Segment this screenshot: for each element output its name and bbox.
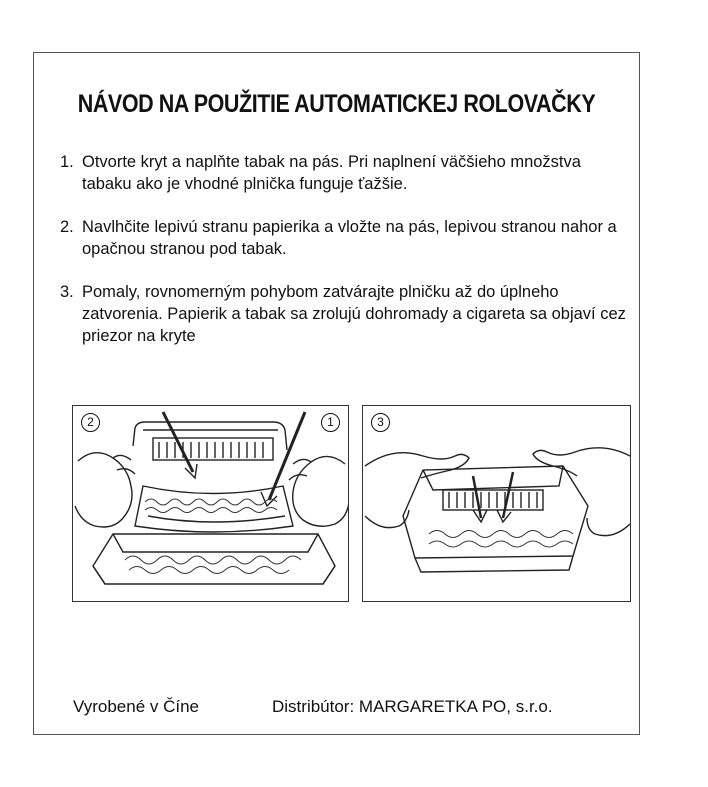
roller-closing-illustration: [363, 406, 631, 602]
step-marker-3: 3: [371, 413, 390, 432]
step-number: 2.: [60, 218, 74, 236]
step-1: [60, 151, 630, 195]
step-text: Otvorte kryt a naplňte tabak na pás. Pri naplnení väčšieho množstva tabaku ako je vhodné plnička funguje ťažšie.: [82, 153, 581, 193]
steps-list: [60, 151, 630, 368]
step-text: Navlhčite lepivú stranu papierika a vložte na pás, lepivou stranou nahor a opačnou stranou pod tabak.: [82, 218, 617, 258]
step-number: 1.: [60, 153, 74, 171]
distributor-label: Distribútor: MARGARETKA PO, s.r.o.: [272, 697, 553, 716]
step-marker-1: 1: [321, 413, 340, 432]
step-text: Pomaly, rovnomerným pohybom zatvárajte plničku až do úplneho zatvorenia. Papierik a tabak sa zrolujú dohromady a cigareta sa objaví cez priezor na kryte: [82, 283, 626, 345]
illustration-step-3: [362, 405, 631, 602]
step-3: [60, 281, 630, 347]
instruction-sheet: [33, 52, 640, 735]
page-title: NÁVOD NA POUŽITIE AUTOMATICKEJ ROLOVAČKY: [77, 90, 596, 118]
roller-open-illustration: [73, 406, 349, 602]
step-number: 3.: [60, 283, 74, 301]
step-marker-2: 2: [81, 413, 100, 432]
made-in-label: Vyrobené v Číne: [73, 697, 199, 716]
illustration-steps-1-2: [72, 405, 349, 602]
step-2: [60, 216, 630, 260]
